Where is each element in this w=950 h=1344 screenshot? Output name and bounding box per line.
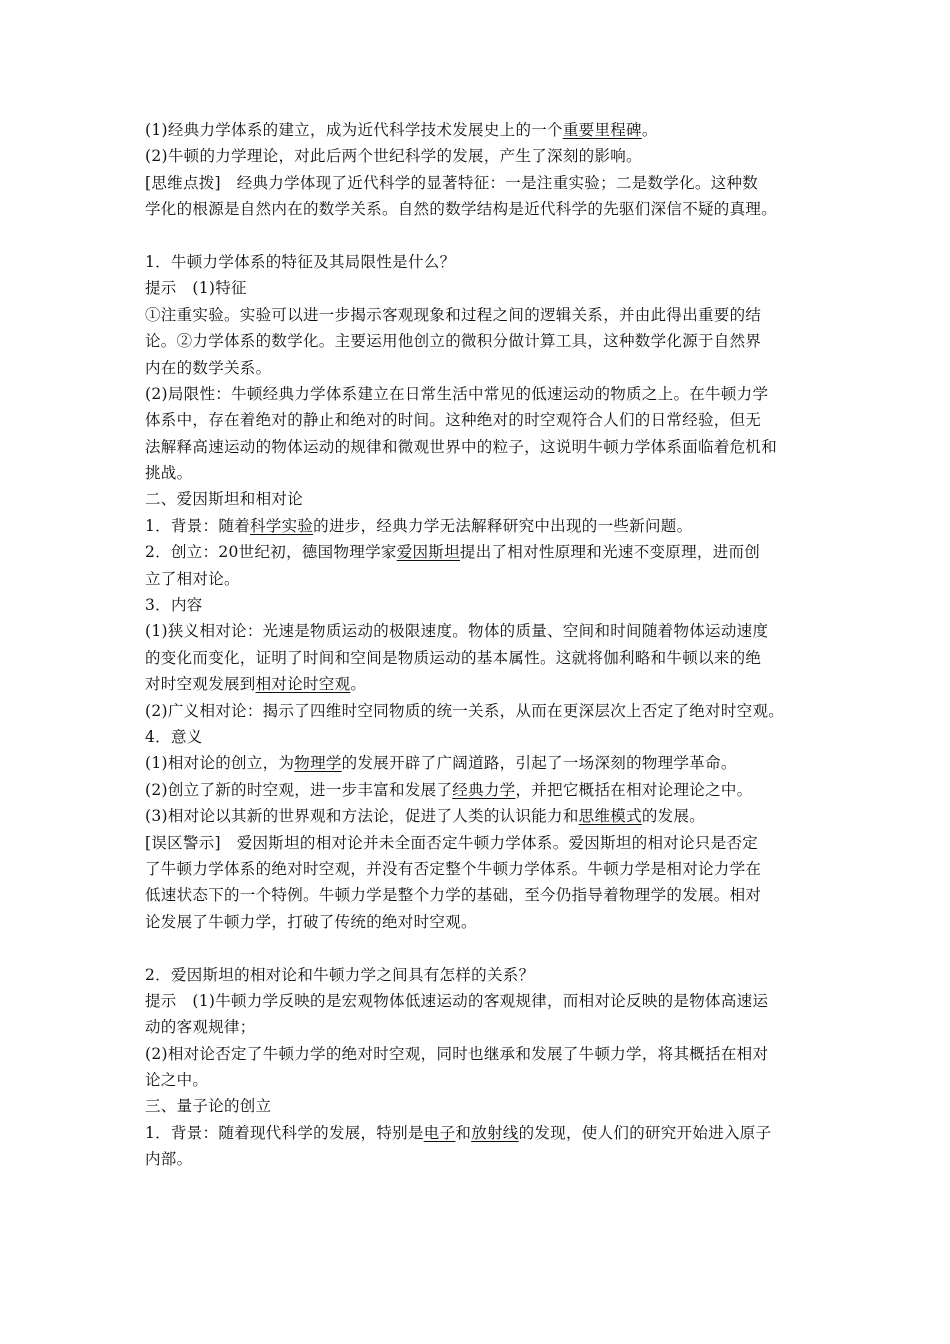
underlined-term: 科学实验 — [249, 516, 314, 535]
text-segment: [思维点拨] 经典力学体现了近代科学的显著特征：一是注重实验；二是数学化。这种数 — [145, 173, 759, 192]
text-segment: 内部。 — [145, 1150, 193, 1169]
text-segment: 3．内容 — [145, 596, 203, 615]
text-line — [145, 1093, 815, 1119]
text-segment: 1．背景：随着现代科学的发展，特别是 — [145, 1123, 424, 1142]
text-line — [145, 117, 815, 143]
underlined-term: 重要里程碑 — [562, 121, 642, 139]
text-segment: 的发展。 — [641, 807, 706, 826]
text-line — [145, 830, 815, 856]
text-segment: 学化的根源是自然内在的数学关系。自然的数学结构是近代科学的先驱们深信不疑的真理。 — [145, 200, 778, 219]
text-segment: 。 — [350, 675, 367, 694]
text-segment: 体系中，存在着绝对的静止和绝对的时间。这种绝对的时空观符合人们的日常经验，但无 — [145, 411, 762, 430]
text-line — [145, 777, 815, 803]
document-page — [145, 117, 815, 1173]
text-segment: ，并把它概括在相对论理论之中。 — [515, 780, 753, 799]
text-line — [145, 750, 815, 776]
text-segment: (1)狭义相对论：光速是物质运动的极限速度。物体的质量、空间和时间随着物体运动速度 — [145, 622, 769, 641]
underlined-term: 放射线 — [471, 1123, 519, 1142]
text-segment: (2)相对论否定了牛顿力学的绝对时空观，同时也继承和发展了牛顿力学，将其概括在相对 — [145, 1044, 769, 1063]
text-segment: 论发展了牛顿力学，打破了传统的绝对时空观。 — [145, 912, 477, 931]
text-line — [145, 909, 815, 935]
text-segment: (2)广义相对论：揭示了四维时空同物质的统一关系，从而在更深层次上否定了绝对时空观。 — [145, 701, 785, 720]
text-segment: 4．意义 — [145, 727, 203, 746]
text-segment: 立了相对论。 — [145, 569, 240, 588]
underlined-term: 爱因斯坦 — [396, 543, 460, 562]
text-line — [145, 143, 815, 169]
text-segment: 2．爱因斯坦的相对论和牛顿力学之间具有怎样的关系？ — [145, 965, 535, 984]
text-segment: 提出了相对性原理和光速不变原理，进而创 — [459, 543, 761, 562]
text-segment: 2．创立：20世纪初，德国物理学家 — [145, 543, 397, 562]
text-line — [145, 618, 815, 644]
text-segment: 内在的数学关系。 — [145, 358, 272, 377]
text-line — [145, 539, 815, 565]
text-segment: 1．牛顿力学体系的特征及其局限性是什么？ — [145, 252, 456, 271]
text-line — [145, 962, 815, 988]
text-line — [145, 486, 815, 512]
text-segment: (1)相对论的创立，为 — [145, 754, 295, 773]
text-line — [145, 724, 815, 750]
underlined-term: 相对论时空观 — [255, 675, 351, 694]
text-line — [145, 671, 815, 697]
text-segment: 三、量子论的创立 — [145, 1097, 272, 1116]
text-segment: 对时空观发展到 — [145, 675, 256, 694]
text-line — [145, 1120, 815, 1146]
text-segment: 了牛顿力学体系的绝对时空观，并没有否定整个牛顿力学体系。牛顿力学是相对论力学在 — [145, 859, 762, 878]
text-segment: 的发展开辟了广阔道路，引起了一场深刻的物理学革命。 — [341, 754, 737, 773]
underlined-term: 思维模式 — [578, 807, 642, 826]
text-segment: (1)经典力学体系的建立，成为近代科学技术发展史上的一个 — [145, 121, 563, 139]
text-line — [145, 698, 815, 724]
text-line — [145, 645, 815, 671]
underlined-term: 物理学 — [294, 754, 342, 773]
text-line — [145, 1014, 815, 1040]
underlined-term: 电子 — [423, 1123, 456, 1142]
text-segment: (2)局限性：牛顿经典力学体系建立在日常生活中常见的低速运动的物质之上。在牛顿力学 — [145, 384, 769, 403]
text-line — [145, 170, 815, 196]
text-segment: 法解释高速运动的物体运动的规律和微观世界中的粒子，这说明牛顿力学体系面临着危机和 — [145, 437, 778, 456]
text-segment: 论。②力学体系的数学化。主要运用他创立的微积分做计算工具，这种数学化源于自然界 — [145, 332, 762, 351]
blank-line — [145, 223, 815, 249]
text-line — [145, 381, 815, 407]
text-segment: (3)相对论以其新的世界观和方法论，促进了人类的认识能力和 — [145, 807, 579, 826]
text-segment: 提示 (1)牛顿力学反映的是宏观物体低速运动的客观规律，而相对论反映的是物体高速运 — [145, 991, 769, 1010]
text-line — [145, 803, 815, 829]
underlined-term: 经典力学 — [452, 780, 516, 799]
text-line — [145, 434, 815, 460]
text-line — [145, 513, 815, 539]
text-line — [145, 1041, 815, 1067]
text-line — [145, 355, 815, 381]
text-segment: 1．背景：随着 — [145, 516, 250, 535]
text-line — [145, 592, 815, 618]
text-segment: 的发现，使人们的研究开始进入原子 — [518, 1123, 772, 1142]
text-segment: 动的客观规律； — [145, 1018, 256, 1037]
text-line — [145, 460, 815, 486]
text-segment: 挑战。 — [145, 464, 193, 483]
text-segment: 的进步，经典力学无法解释研究中出现的一些新问题。 — [313, 516, 693, 535]
text-line — [145, 566, 815, 592]
blank-line — [145, 935, 815, 961]
text-segment: 论之中。 — [145, 1071, 209, 1090]
text-segment: [误区警示] 爱因斯坦的相对论并未全面否定牛顿力学体系。爱因斯坦的相对论只是否定 — [145, 833, 759, 852]
text-segment: 二、爱因斯坦和相对论 — [145, 490, 304, 509]
text-segment: 。 — [641, 121, 658, 139]
text-segment: (2)牛顿的力学理论，对此后两个世纪科学的发展，产生了深刻的影响。 — [145, 147, 642, 166]
text-line — [145, 856, 815, 882]
text-line — [145, 328, 815, 354]
text-line — [145, 988, 815, 1014]
text-line — [145, 302, 815, 328]
text-line — [145, 249, 815, 275]
text-line — [145, 196, 815, 222]
text-line — [145, 275, 815, 301]
text-segment: 的变化而变化，证明了时间和空间是物质运动的基本属性。这就将伽利略和牛顿以来的绝 — [145, 648, 762, 667]
text-line — [145, 407, 815, 433]
text-segment: 低速状态下的一个特例。牛顿力学是整个力学的基础，至今仍指导着物理学的发展。相对 — [145, 886, 762, 905]
text-segment: 提示 (1)特征 — [145, 279, 247, 298]
text-segment: 和 — [455, 1123, 472, 1142]
text-segment: (2)创立了新的时空观，进一步丰富和发展了 — [145, 780, 453, 799]
text-segment: ①注重实验。实验可以进一步揭示客观现象和过程之间的逻辑关系，并由此得出重要的结 — [145, 305, 762, 324]
text-line — [145, 882, 815, 908]
text-line — [145, 1067, 815, 1093]
text-line — [145, 1146, 815, 1172]
